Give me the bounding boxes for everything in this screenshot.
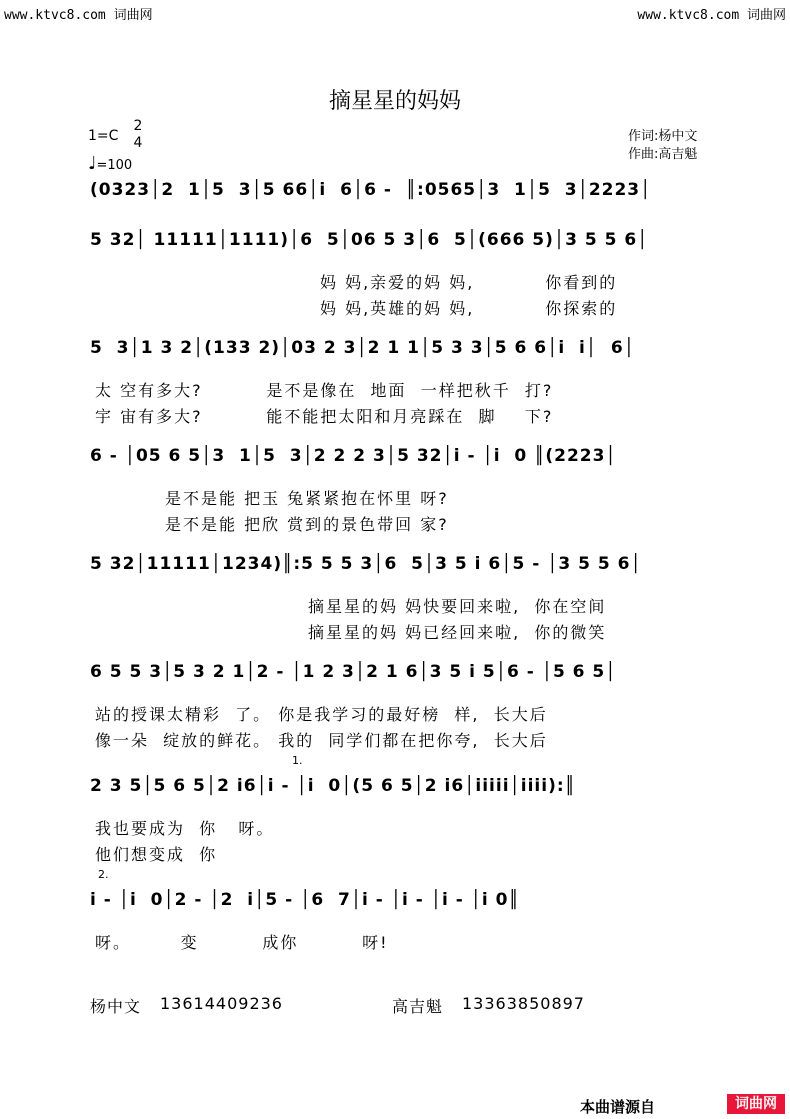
volta-1-marker: 1. bbox=[292, 754, 303, 767]
lyric-line-5-verse-2: 摘星星的妈 妈已经回来啦, 你的微笑 bbox=[308, 623, 607, 642]
lyric-line-6-verse-2: 像一朵 绽放的鲜花。 我的 同学们都在把你夸, 长大后 bbox=[95, 731, 548, 750]
music-line-7: 2 3 5│5 6 5│2 i6│i - │i 0│(5 6 5│2 i6│iiiii│iiii):║ bbox=[90, 776, 576, 796]
music-line-5: 5 32│11111│1234)║:5 5 5 3│6 5│3 5 i 6│5 - │3 5 5 6│ bbox=[90, 554, 642, 574]
credits bbox=[628, 128, 697, 164]
footer-composer-name: 高吉魁 bbox=[392, 997, 444, 1016]
footer-lyricist-name: 杨中文 bbox=[90, 997, 142, 1016]
lyric-line-3-verse-2: 宇 宙有多大? 能不能把太阳和月亮踩在 脚 下? bbox=[95, 407, 554, 426]
lyricist-credit: 作词:杨中文 bbox=[628, 129, 698, 144]
lyric-line-7-verse-2: 他们想变成 你 bbox=[95, 845, 218, 864]
lyric-line-6-verse-1: 站的授课太精彩 了。 你是我学习的最好榜 样, 长大后 bbox=[95, 705, 548, 724]
lyric-line-7-verse-1: 我也要成为 你 呀。 bbox=[95, 819, 275, 838]
watermark-left: www.ktvc8.com 词曲网 bbox=[4, 8, 153, 23]
time-signature bbox=[130, 118, 146, 152]
time-signature-bottom: 4 bbox=[133, 135, 143, 151]
quarter-note-icon: ♩ bbox=[88, 153, 97, 174]
music-line-2: 5 32│ 11111│1111)│6 5│06 5 3│6 5│(666 5)│3 5 5 6│ bbox=[90, 230, 649, 250]
lyric-line-8: 呀。 变 成你 呀! bbox=[95, 933, 389, 952]
time-signature-top: 2 bbox=[133, 118, 143, 134]
music-line-8: i - │i 0│2 - │2 i│5 - │6 7│i - │i - │i - │i 0║ bbox=[90, 890, 520, 910]
site-logo[interactable]: 词曲网 bbox=[727, 1094, 785, 1114]
tempo-value: =100 bbox=[96, 158, 133, 173]
watermark-right: www.ktvc8.com 词曲网 bbox=[637, 8, 786, 23]
lyric-line-5-verse-1: 摘星星的妈 妈快要回来啦, 你在空间 bbox=[308, 597, 607, 616]
source-label: 本曲谱源自 bbox=[580, 1098, 656, 1116]
lyric-line-2-verse-2: 妈 妈,英雄的妈 妈, 你探索的 bbox=[320, 299, 618, 318]
music-line-4: 6 - │05 6 5│3 1│5 3│2 2 2 3│5 32│i - │i 0 ║(2223│ bbox=[90, 446, 617, 466]
music-line-6: 6 5 5 3│5 3 2 1│2 - │1 2 3│2 1 6│3 5 i 5│6 - │5 6 5│ bbox=[90, 662, 617, 682]
lyric-line-4-verse-2: 是不是能 把欣 赏到的景色带回 家? bbox=[165, 515, 449, 534]
music-line-1: (0323│2 1│5 3│5 66│i 6│6 - ║:0565│3 1│5 3│2223│ bbox=[90, 180, 652, 200]
key-signature: 1=C bbox=[88, 128, 119, 144]
footer-lyricist-phone: 13614409236 bbox=[160, 994, 283, 1013]
footer-composer-phone: 13363850897 bbox=[462, 994, 585, 1013]
music-line-3: 5 3│1 3 2│(133 2)│03 2 3│2 1 1│5 3 3│5 6 6│i i│ 6│ bbox=[90, 338, 635, 358]
volta-2-marker: 2. bbox=[98, 868, 109, 881]
lyric-line-4-verse-1: 是不是能 把玉 兔紧紧抱在怀里 呀? bbox=[165, 489, 449, 508]
tempo-marking bbox=[88, 153, 132, 174]
lyric-line-3-verse-1: 太 空有多大? 是不是像在 地面 一样把秋千 打? bbox=[95, 381, 554, 400]
song-title: 摘星星的妈妈 bbox=[328, 89, 461, 114]
lyric-line-2-verse-1: 妈 妈,亲爱的妈 妈, 你看到的 bbox=[320, 273, 618, 292]
composer-credit: 作曲:高吉魁 bbox=[628, 147, 698, 162]
